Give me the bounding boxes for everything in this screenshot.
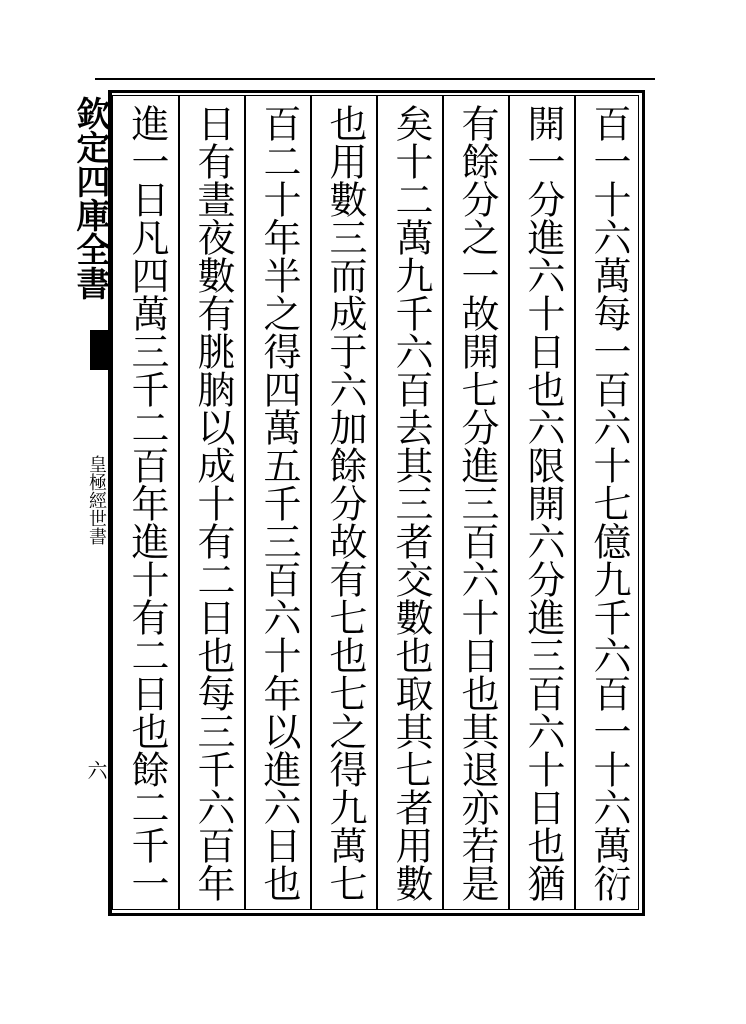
text-column-2: 開一分進六十日也六限開六分進三百六十日也猶	[521, 104, 565, 902]
text-column-8: 進一日凡四萬三千二百年進十有二日也餘二千一	[125, 104, 169, 902]
text-column-5: 也用數三而成于六加餘分故有七也七之得九萬七	[323, 104, 367, 902]
text-column-1: 百一十六萬每一百六十七億九千六百一十六萬衍	[587, 104, 631, 902]
text-column-4: 矣十二萬九千六百去其三者交數也取其七者用數	[389, 104, 433, 902]
margin-page-number: 六	[84, 760, 108, 780]
top-border-line	[95, 78, 655, 80]
text-column-6: 百二十年半之得四萬五千三百六十年以進六日也	[257, 104, 301, 902]
text-column-3: 有餘分之一故開七分進三百六十日也其退亦若是	[455, 104, 499, 902]
text-column-7: 日有晝夜數有朓朒以成十有二日也每三千六百年	[191, 104, 235, 902]
margin-source-title: 皇極經世書	[86, 455, 107, 545]
margin-book-title: 欽定四庫全書	[70, 96, 110, 300]
